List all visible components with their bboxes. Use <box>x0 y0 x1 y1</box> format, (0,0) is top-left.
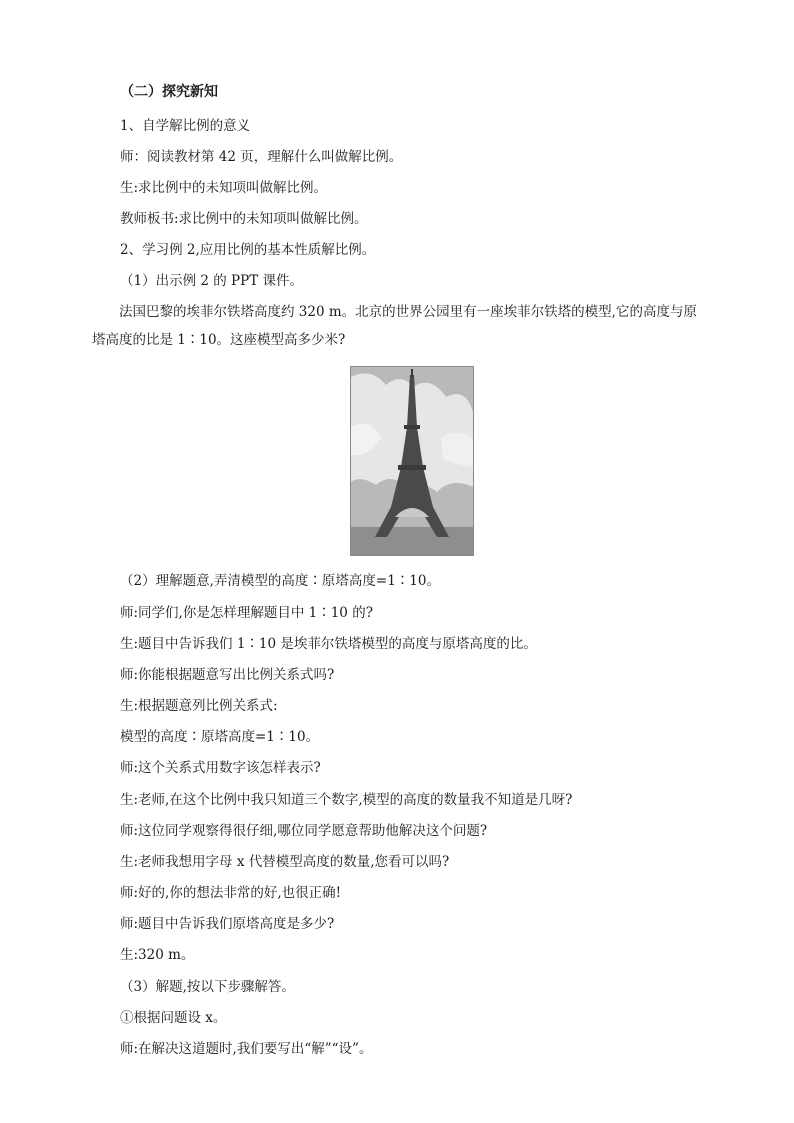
section-heading: （二）探究新知 <box>120 84 218 100</box>
paragraph: 生:320 m。 <box>120 947 195 963</box>
paragraph: 生:老师,在这个比例中我只知道三个数字,模型的高度的数量我不知道是几呀? <box>120 792 573 808</box>
paragraph: （1）出示例 2 的 PPT 课件。 <box>120 273 304 289</box>
paragraph: ①根据问题设 x。 <box>120 1010 227 1026</box>
paragraph: 师:同学们,你是怎样理解题目中 1∶10 的? <box>120 605 373 621</box>
paragraph: 师:这个关系式用数字该怎样表示? <box>120 760 321 776</box>
paragraph: 师:你能根据题意写出比例关系式吗? <box>120 667 335 683</box>
paragraph: 师:在解决这道题时,我们要写出“解”“设”。 <box>120 1041 373 1057</box>
paragraph: 教师板书:求比例中的未知项叫做解比例。 <box>120 211 368 227</box>
eiffel-tower-image <box>350 366 474 556</box>
paragraph: 生:题目中告诉我们 1∶10 是埃菲尔铁塔模型的高度与原塔高度的比。 <box>120 636 537 652</box>
paragraph: 模型的高度∶原塔高度=1∶10。 <box>120 729 320 745</box>
paragraph: 生:求比例中的未知项叫做解比例。 <box>120 180 328 196</box>
paragraph: 师:这位同学观察得很仔细,哪位同学愿意帮助他解决这个问题? <box>120 823 488 839</box>
paragraph: （3）解题,按以下步骤解答。 <box>120 979 295 995</box>
problem-paragraph: 法国巴黎的埃菲尔铁塔高度约 320 m。北京的世界公园里有一座埃菲尔铁塔的模型,它的高度与原塔高度的比是 1∶10。这座模型高多少米? <box>92 304 697 348</box>
paragraph: 1、自学解比例的意义 <box>120 118 251 134</box>
paragraph: 生:老师我想用字母 x 代替模型高度的数量,您看可以吗? <box>120 854 450 870</box>
paragraph: 师:好的,你的想法非常的好,也很正确! <box>120 885 342 901</box>
paragraph: 2、学习例 2,应用比例的基本性质解比例。 <box>120 242 376 258</box>
paragraph: （2）理解题意,弄清模型的高度∶原塔高度=1∶10。 <box>120 573 440 589</box>
paragraph: 师:题目中告诉我们原塔高度是多少? <box>120 916 335 932</box>
paragraph: 师：阅读教材第 42 页，理解什么叫做解比例。 <box>120 149 403 165</box>
paragraph: 生:根据题意列比例关系式: <box>120 698 278 714</box>
